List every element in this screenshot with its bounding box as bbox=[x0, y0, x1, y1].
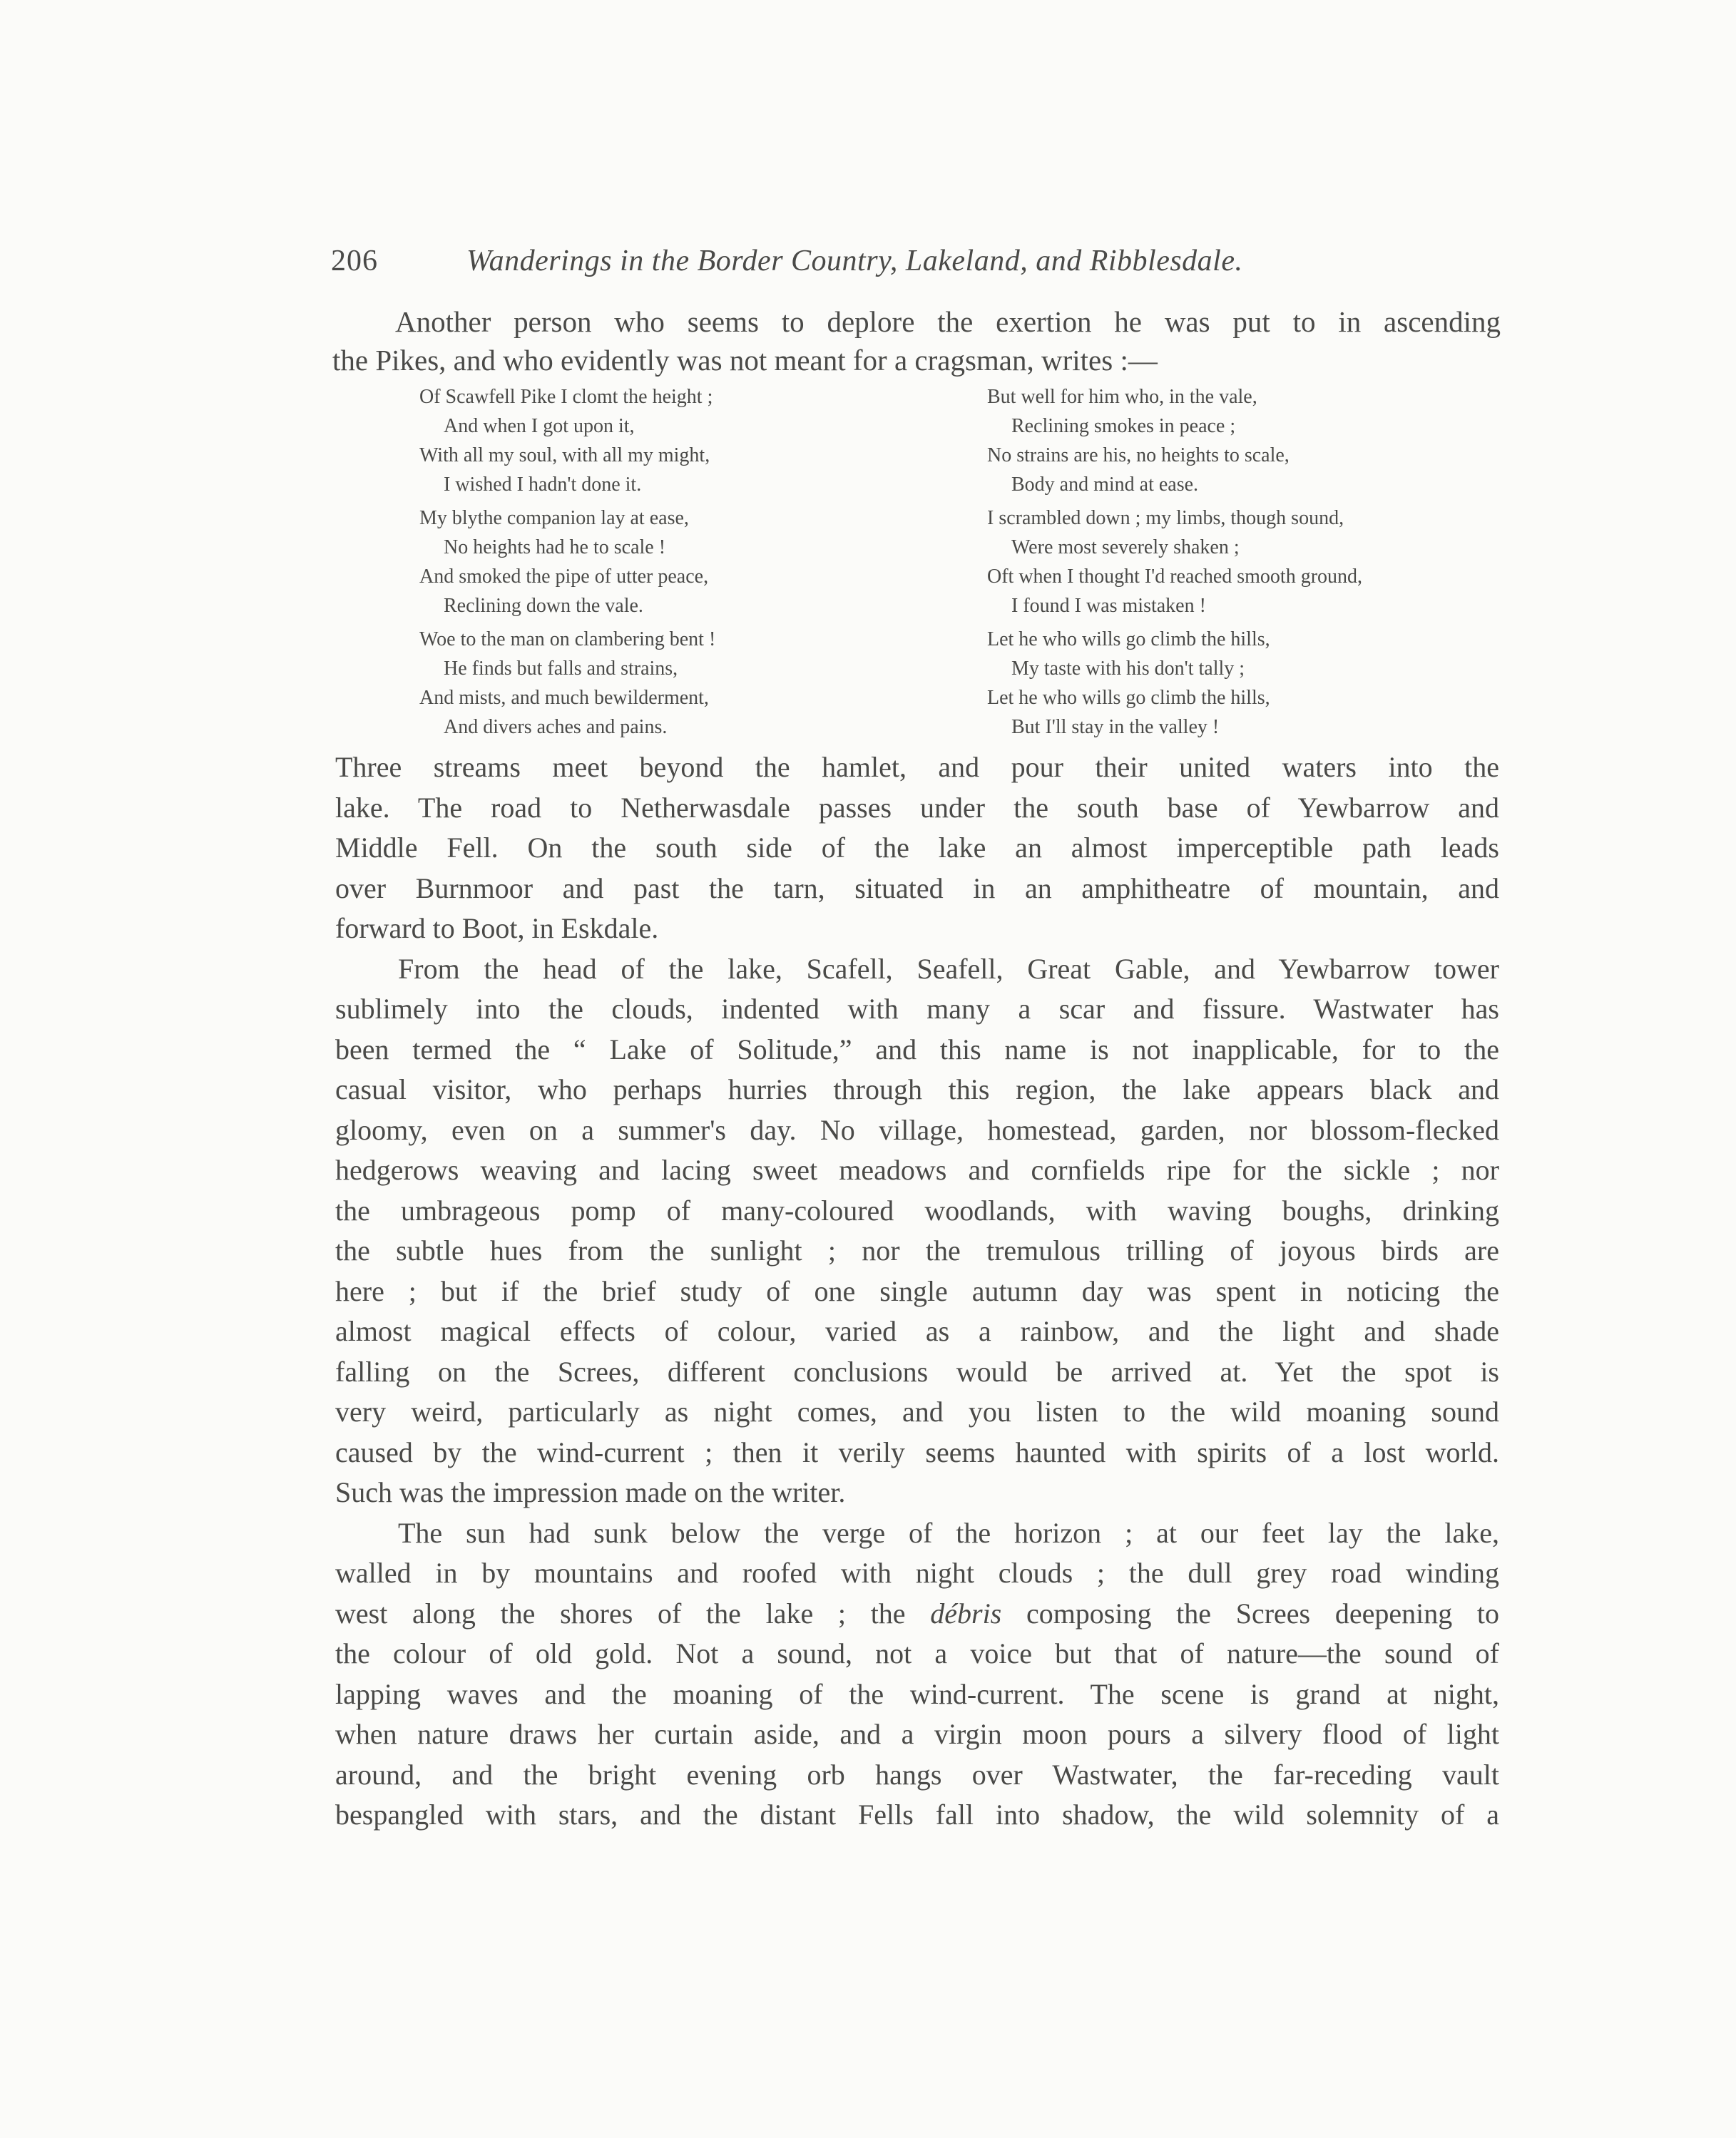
text-line: forward to Boot, in Eskdale. bbox=[335, 912, 659, 944]
poem-line: But I'll stay in the valley ! bbox=[1011, 716, 1220, 738]
poem-line: I found I was mistaken ! bbox=[1011, 595, 1206, 617]
poem-line: Body and mind at ease. bbox=[1011, 474, 1199, 496]
body-text bbox=[335, 747, 1499, 1836]
running-title: Wanderings in the Border Country, Lakeland, and Ribblesdale. bbox=[466, 245, 1243, 277]
poem-line: Of Scawfell Pike I clomt the height ; bbox=[419, 386, 713, 408]
text-line: Such was the impression made on the writer. bbox=[335, 1476, 846, 1508]
text-line: the Pikes, and who evidently was not meant for a cragsman, writes :— bbox=[332, 344, 1158, 377]
intro-paragraph bbox=[332, 302, 1501, 379]
page-number: 206 bbox=[331, 245, 378, 277]
poem-line: I scrambled down ; my limbs, though sound, bbox=[987, 507, 1344, 529]
poem-line: And when I got upon it, bbox=[444, 415, 635, 437]
text-line: Another person who seems to deplore the exertion he was put to in ascending bbox=[395, 305, 1501, 338]
text-line: the colour of old gold. Not a sound, not a voice but that of nature—the sound of bbox=[335, 1637, 1499, 1669]
paragraph-sunset bbox=[335, 1513, 1499, 1836]
poem-line: I wished I hadn't done it. bbox=[444, 474, 642, 496]
poem-line: No strains are his, no heights to scale, bbox=[987, 444, 1290, 466]
text-line: very weird, particularly as night comes, and you listen to the wild moaning sound bbox=[335, 1396, 1499, 1428]
paragraph-lake-of-solitude bbox=[335, 949, 1499, 1513]
text-line: the subtle hues from the sunlight ; nor the tremulous trilling of joyous birds are bbox=[335, 1234, 1499, 1267]
text-line: almost magical effects of colour, varied as a rainbow, and the light and shade bbox=[335, 1315, 1499, 1347]
text-line: lake. The road to Netherwasdale passes under the south base of Yewbarrow and bbox=[335, 791, 1499, 824]
paragraph-streams bbox=[335, 747, 1499, 949]
poem-line: And divers aches and pains. bbox=[444, 716, 668, 738]
stanza bbox=[987, 625, 1501, 742]
stanza bbox=[419, 382, 819, 499]
poem-line: Let he who wills go climb the hills, bbox=[987, 628, 1270, 650]
poem-right-column bbox=[987, 382, 1501, 746]
text-line: Three streams meet beyond the hamlet, and pour their united waters into the bbox=[335, 751, 1499, 783]
stanza bbox=[419, 625, 819, 742]
text-line: casual visitor, who perhaps hurries through this region, the lake appears black and bbox=[335, 1073, 1499, 1105]
text-line: The sun had sunk below the verge of the horizon ; at our feet lay the lake, bbox=[398, 1516, 1499, 1549]
poem-line: But well for him who, in the vale, bbox=[987, 386, 1257, 408]
poem-line: He finds but falls and strains, bbox=[444, 658, 678, 680]
text-line: here ; but if the brief study of one single autumn day was spent in noticing the bbox=[335, 1274, 1499, 1307]
text-run: west along the shores of the lake ; the bbox=[335, 1597, 931, 1630]
text-line: From the head of the lake, Scafell, Seafell, Great Gable, and Yewbarrow tower bbox=[398, 952, 1499, 985]
text-line: been termed the “ Lake of Solitude,” and this name is not inapplicable, for to the bbox=[335, 1033, 1499, 1065]
text-run: composing the Screes deepening to bbox=[1001, 1597, 1499, 1630]
text-line: hedgerows weaving and lacing sweet meadows and cornfields ripe for the sickle ; nor bbox=[335, 1154, 1499, 1186]
text-line: when nature draws her curtain aside, and a virgin moon pours a silvery flood of light bbox=[335, 1718, 1499, 1750]
poem-line: Oft when I thought I'd reached smooth ground, bbox=[987, 566, 1363, 588]
text-line-debris bbox=[335, 1594, 1499, 1635]
poem-line: My blythe companion lay at ease, bbox=[419, 507, 689, 529]
text-line: bespangled with stars, and the distant Fells fall into shadow, the wild solemnity of a bbox=[335, 1799, 1499, 1831]
poem-line: Reclining down the vale. bbox=[444, 595, 643, 617]
italic-word-debris: débris bbox=[930, 1597, 1002, 1630]
poem-line: Reclining smokes in peace ; bbox=[1011, 415, 1236, 437]
running-head bbox=[331, 240, 1372, 282]
poem-line: Were most severely shaken ; bbox=[1011, 536, 1240, 558]
poem-line: And mists, and much bewilderment, bbox=[419, 687, 709, 709]
text-line: caused by the wind-current ; then it verily seems haunted with spirits of a lost world. bbox=[335, 1436, 1499, 1468]
text-line: walled in by mountains and roofed with night clouds ; the dull grey road winding bbox=[335, 1557, 1499, 1589]
text-line: gloomy, even on a summer's day. No village, homestead, garden, nor blossom-flecked bbox=[335, 1113, 1499, 1146]
poem-left-column bbox=[419, 382, 819, 746]
text-line: falling on the Screes, different conclusions would be arrived at. Yet the spot is bbox=[335, 1355, 1499, 1388]
stanza bbox=[419, 503, 819, 620]
poem-line: My taste with his don't tally ; bbox=[1011, 658, 1245, 680]
text-line: around, and the bright evening orb hangs over Wastwater, the far-receding vault bbox=[335, 1758, 1499, 1791]
stanza bbox=[987, 503, 1501, 620]
text-line: lapping waves and the moaning of the wind-current. The scene is grand at night, bbox=[335, 1677, 1499, 1710]
poem-line: No heights had he to scale ! bbox=[444, 536, 666, 558]
text-line: Middle Fell. On the south side of the lake an almost imperceptible path leads bbox=[335, 832, 1499, 864]
text-line: over Burnmoor and past the tarn, situated in an amphitheatre of mountain, and bbox=[335, 871, 1499, 904]
poem-line: Woe to the man on clambering bent ! bbox=[419, 628, 716, 650]
text-line: sublimely into the clouds, indented with many a scar and fissure. Wastwater has bbox=[335, 993, 1499, 1025]
poem-line: With all my soul, with all my might, bbox=[419, 444, 710, 466]
text-line: the umbrageous pomp of many-coloured woodlands, with waving boughs, drinking bbox=[335, 1194, 1499, 1227]
stanza bbox=[987, 382, 1501, 499]
poem-line: And smoked the pipe of utter peace, bbox=[419, 566, 709, 588]
poem-line: Let he who wills go climb the hills, bbox=[987, 687, 1270, 709]
